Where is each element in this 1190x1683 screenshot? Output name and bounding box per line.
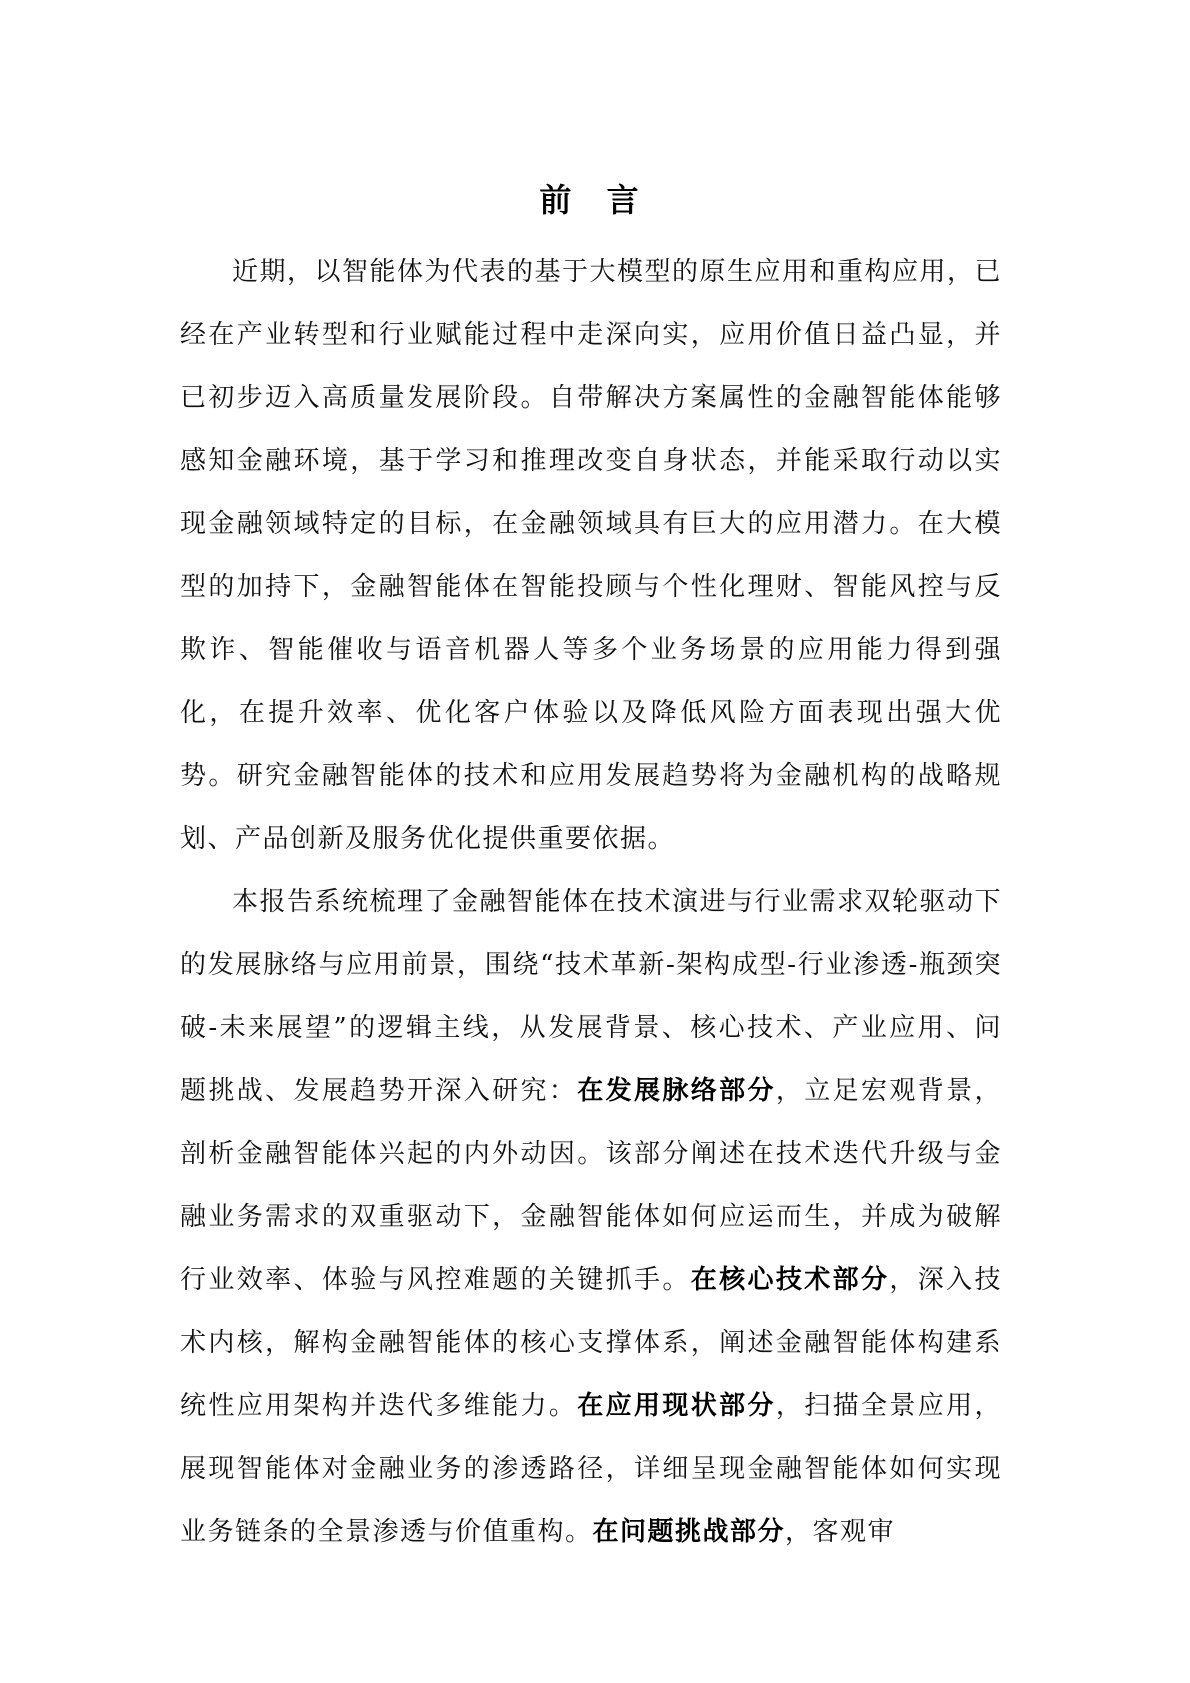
paragraph-2-text-2: ，深入技术内核，解构金融智能体的核心支撑体系，阐述金融智能体构建系统性应用架构并迭代多维能力。 [180, 1265, 1002, 1421]
section-heading-core-tech: 在核心技术部分 [690, 1265, 890, 1295]
document-body [180, 241, 1002, 1564]
section-heading-development: 在发展脉络部分 [577, 1076, 776, 1106]
section-heading-application: 在应用现状部分 [577, 1391, 776, 1421]
paragraph-2-intro: 本报告系统梳理了金融智能体在技术演进与行业需求双轮驱动下的发展脉络与应用前景，围绕“技术革新-架构成型-行业渗透-瓶颈突破-未来展望”的逻辑主线，从发展背景、核心技术、产业应用、问题挑战、发展趋势开深入研究： [180, 887, 1003, 1106]
paragraph-2-text-3: ，扫描全景应用，展现智能体对金融业务的渗透路径，详细呈现金融智能体如何实现业务链条的全景渗透与价值重构。 [180, 1391, 1002, 1547]
page-title: 前 言 [539, 181, 651, 219]
paragraph-2-text-4: ，客观审 [785, 1517, 896, 1547]
paragraph-2-text-1: ，立足宏观背景，剖析金融智能体兴起的内外动因。该部分阐述在技术迭代升级与金融业务需求的双重驱动下，金融智能体如何应运而生，并成为破解行业效率、体验与风控难题的关键抓手。 [180, 1076, 1002, 1295]
paragraph-1: 近期，以智能体为代表的基于大模型的原生应用和重构应用，已经在产业转型和行业赋能过程中走深向实，应用价值日益凸显，并已初步迈入高质量发展阶段。自带解决方案属性的金融智能体能够感知金融环境，基于学习和推理改变自身状态，并能采取行动以实现金融领域特定的目标，在金融领域具有巨大的应用潜力。在大模型的加持下，金融智能体在智能投顾与个性化理财、智能风控与反欺诈、智能催收与语音机器人等多个业务场景的应用能力得到强化，在提升效率、优化客户体验以及降低风险方面表现出强大优势。研究金融智能体的技术和应用发展趋势将为金融机构的战略规划、产品创新及服务优化提供重要依据。 [180, 257, 1003, 854]
paragraph-2 [180, 871, 1002, 1564]
section-heading-challenges: 在问题挑战部分 [592, 1517, 786, 1547]
